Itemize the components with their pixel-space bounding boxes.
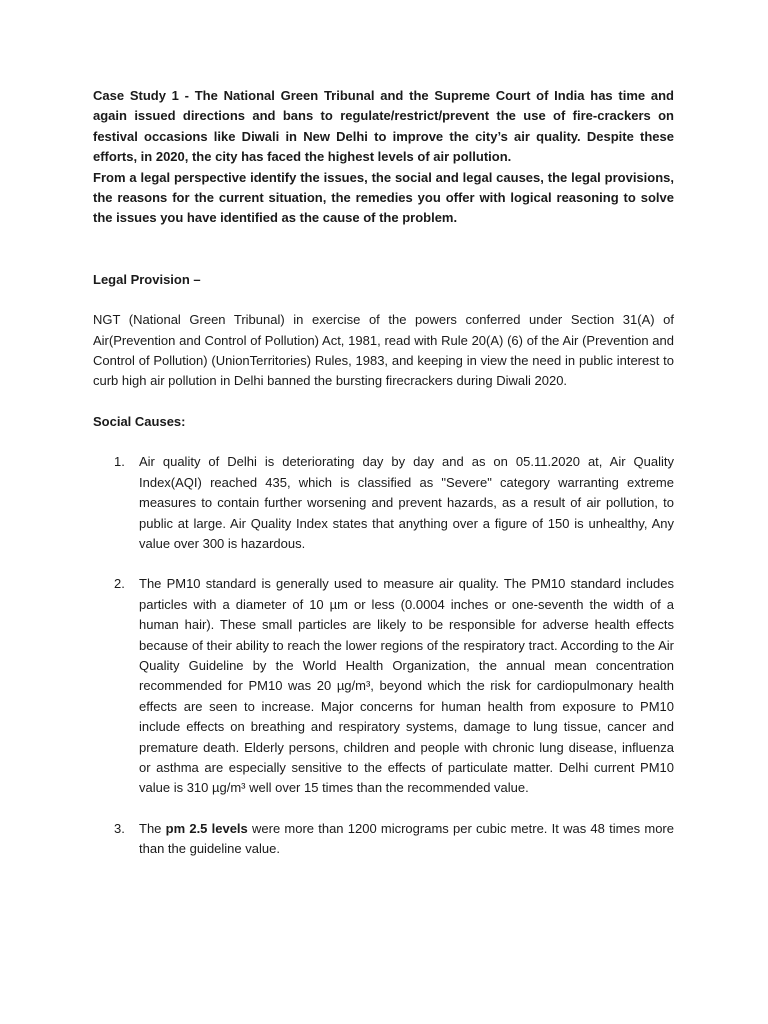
list-item-text-start: The	[139, 820, 166, 836]
list-item-number: 2.	[114, 576, 125, 592]
document-body	[93, 86, 674, 860]
case-study-question: Case Study 1 - The National Green Tribunal and the Supreme Court of India has time and again issued directions and bans to regulate/restrict/prevent the use of fire-crackers on festival occasions like Diwali in New Delhi to improve the city’s air quality. Despite these efforts, in 2020, the city has faced the highest levels of air pollution.	[93, 88, 674, 165]
list-item-text: The PM10 standard is generally used to measure air quality. The PM10 standard includes particles with a diameter of 10 µm or less (0.0004 inches or one-seventh the width of a human hair). These small particles are likely to be responsible for adverse health effects because of their ability to reach the lower regions of the respiratory tract. According to the Air Quality Guideline by the World Health Organization, the annual mean concentration recommended for PM10 was 20 µg/m³, beyond which the risk for cardiopulmonary health effects are seen to increase. Major concerns for human health from exposure to PM10 include effects on breathing and respiratory systems, damage to lung tissue, cancer and premature death. Elderly persons, children and people with chronic lung disease, influenza or asthma are especially sensitive to the effects of particulate matter. Delhi current PM10 value is 310 µg/m³ well over 15 times than the recommended value.	[139, 576, 674, 796]
list-item-text-bold: pm 2.5 levels	[165, 820, 248, 836]
list-item-number: 1.	[114, 454, 125, 470]
legal-provision-heading: Legal Provision –	[93, 271, 201, 287]
list-item-text-end: were more than 1200 micrograms per cubic metre. It was 48 times more than the guideline value.	[139, 820, 674, 857]
legal-provision-text: NGT (National Green Tribunal) in exercise of the powers conferred under Section 31(A) of Air(Prevention and Control of Pollution) Act, 1981, read with Rule 20(A) (6) of the Air (Prevention and Control of Pollution) (UnionTerritories) Rules, 1983, and keeping in view the need in public interest to curb high air pollution in Delhi banned the bursting firecrackers during Diwali 2020.	[93, 312, 674, 389]
list-item	[93, 452, 674, 554]
list-item	[93, 819, 674, 860]
case-study-instructions: From a legal perspective identify the issues, the social and legal causes, the legal provisions, the reasons for the current situation, the remedies you offer with logical reasoning to solve the issues you have identified as the cause of the problem.	[93, 169, 674, 226]
social-causes-list	[93, 452, 674, 859]
list-item	[93, 574, 674, 798]
social-causes-heading: Social Causes:	[93, 413, 186, 429]
list-item-text: Air quality of Delhi is deteriorating day by day and as on 05.11.2020 at, Air Quality Index(AQI) reached 435, which is classified as "Severe" category warranting extreme measures to contain further worsening and prevent hazards, as a result of air pollution, to public at large. Air Quality Index states that anything over a figure of 150 is unhealthy, Any value over 300 is hazardous.	[139, 454, 674, 551]
list-item-number: 3.	[114, 820, 125, 836]
